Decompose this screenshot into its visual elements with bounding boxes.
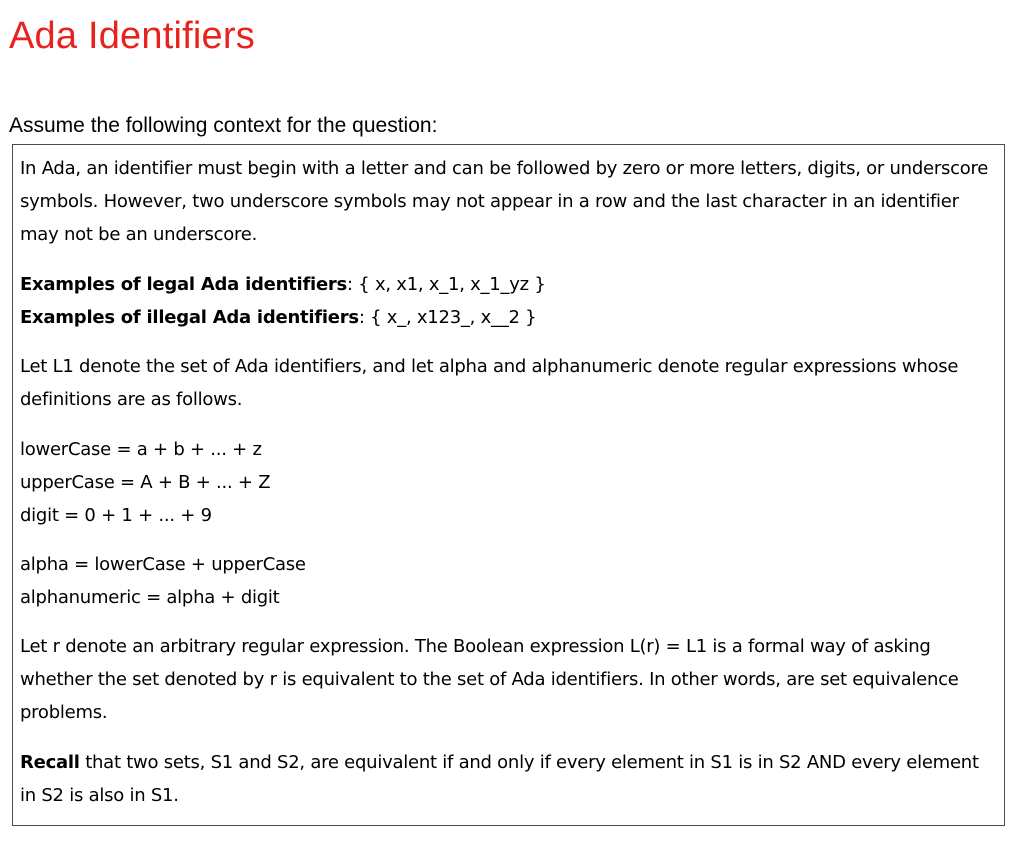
illegal-examples-values: : { x_, x123_, x__2 }: [358, 307, 537, 328]
definition-digit: digit = 0 + 1 + ... + 9: [20, 505, 212, 526]
legal-examples-label: Examples of legal Ada identifiers: [20, 274, 347, 295]
boolean-expression-paragraph: Let r denote an arbitrary regular expression. The Boolean expression L(r) = L1 is a formal way of asking whether the set denoted by r is equivalent to the set of Ada identifiers. In other words, are set equivalence problems.: [20, 636, 959, 723]
recall-label: Recall: [20, 752, 80, 773]
definition-lowercase: lowerCase = a + b + ... + z: [20, 439, 262, 460]
identifier-rule-paragraph: In Ada, an identifier must begin with a letter and can be followed by zero or more letters, digits, or underscore symbols. However, two underscore symbols may not appear in a row and the last character in an identifier may not be an underscore.: [20, 158, 989, 245]
derived-definitions: [20, 548, 998, 614]
definition-alphanumeric: alphanumeric = alpha + digit: [20, 587, 280, 608]
recall-paragraph: [20, 746, 998, 812]
legal-examples-values: : { x, x1, x_1, x_1_yz }: [347, 274, 546, 295]
examples-paragraph: [20, 268, 998, 334]
definition-alpha: alpha = lowerCase + upperCase: [20, 554, 306, 575]
context-box: [12, 144, 1005, 826]
definition-uppercase: upperCase = A + B + ... + Z: [20, 472, 271, 493]
base-definitions: [20, 433, 998, 532]
page-title: Ada Identifiers: [9, 15, 255, 57]
legal-examples-line: [20, 274, 546, 295]
recall-text: that two sets, S1 and S2, are equivalent if and only if every element in S1 is in S2 AND every element in S2 is also in S1.: [20, 752, 979, 806]
context-intro: Assume the following context for the question:: [9, 114, 438, 137]
illegal-examples-line: [20, 307, 536, 328]
illegal-examples-label: Examples of illegal Ada identifiers: [20, 307, 359, 328]
set-definition-paragraph: Let L1 denote the set of Ada identifiers, and let alpha and alphanumeric denote regular expressions whose definitions are as follows.: [20, 356, 959, 410]
